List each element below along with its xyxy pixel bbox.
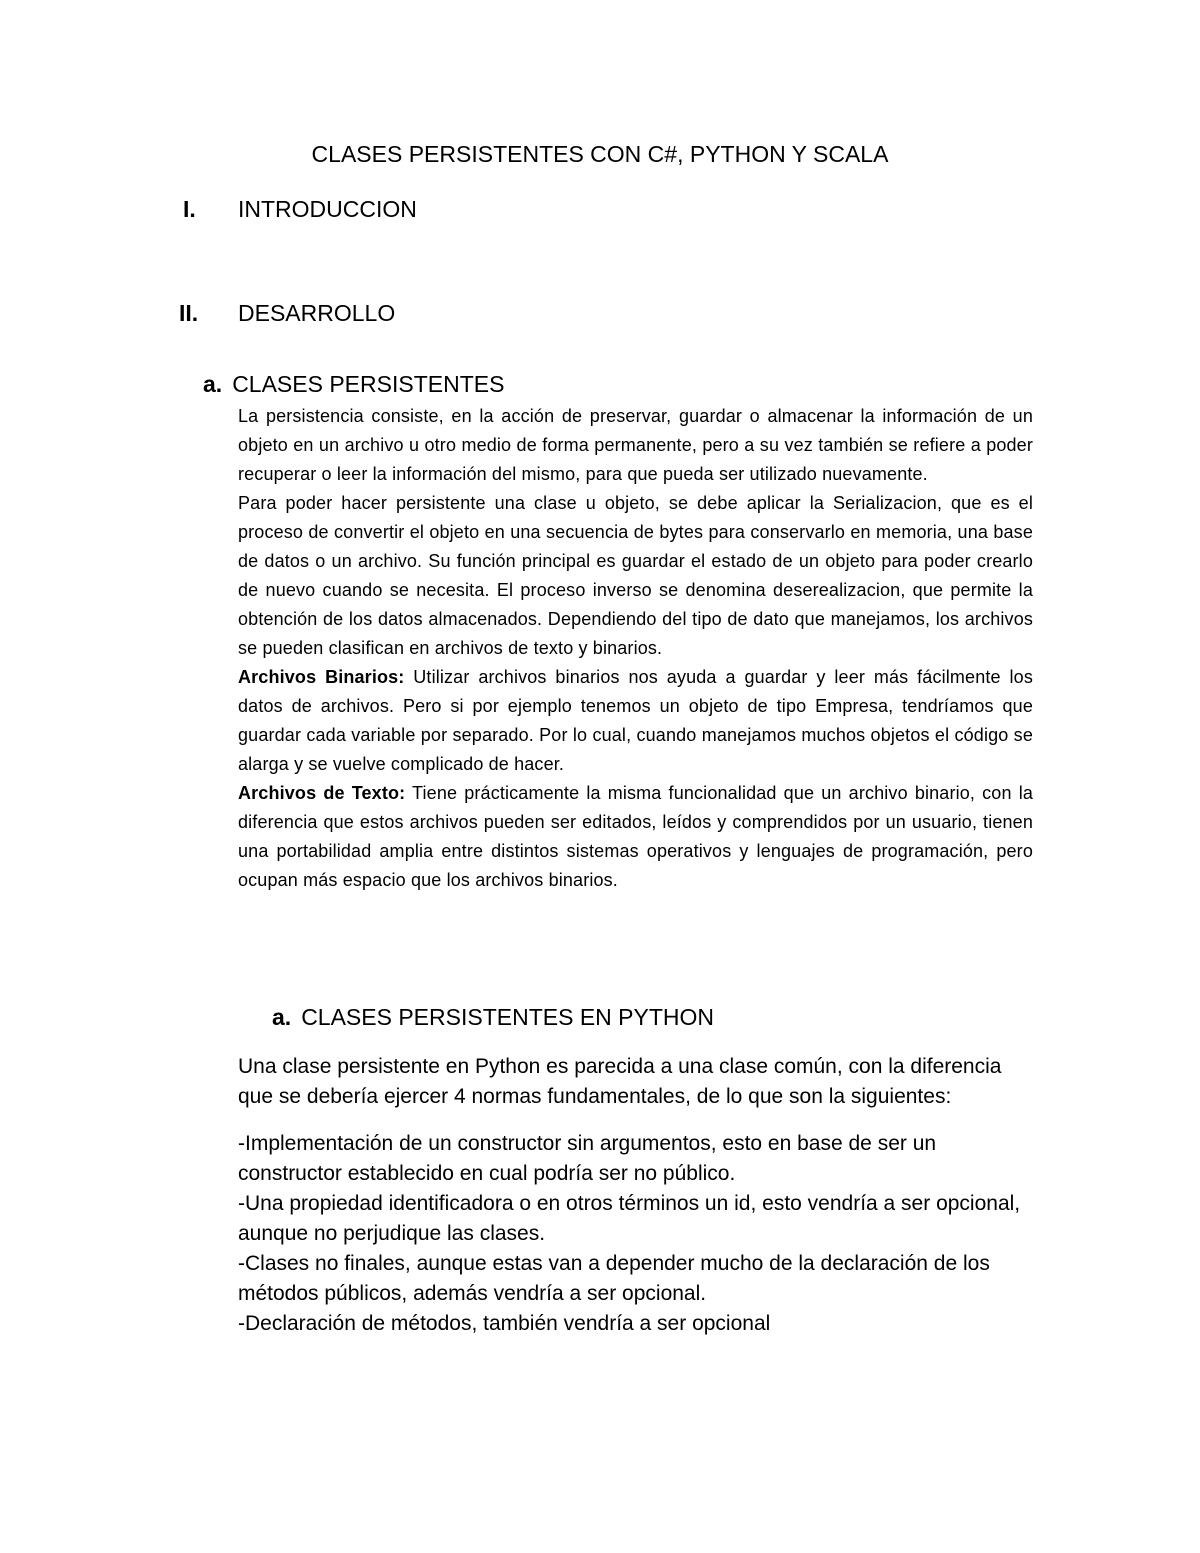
subsection-letter: a. [203, 371, 223, 397]
term-label: Archivos Binarios: [238, 667, 405, 687]
subsection-heading-python [272, 1004, 714, 1031]
paragraph: La persistencia consiste, en la acción de preservar, guardar o almacenar la información de un objeto en un archivo u otro medio de forma permanente, pero a su vez también se refiere a poder recuperar o leer la información del mismo, para que pueda ser utilizado nuevamente. [238, 406, 1033, 484]
paragraph-archivos-texto [238, 779, 1033, 895]
document-title: CLASES PERSISTENTES CON C#, PYTHON Y SCALA [311, 141, 889, 167]
subsection-heading-clases-persistentes [203, 371, 504, 398]
paragraph: Para poder hacer persistente una clase u objeto, se debe aplicar la Serializacion, que es el proceso de convertir el objeto en una secuencia de bytes para conservarlo en memoria, una base de datos o un archivo. Su función principal es guardar el estado de un objeto para poder crearlo de nuevo cuando se necesita. El proceso inverso se denomina deserealizacion, que permite la obtención de los datos almacenados. Dependiendo del tipo de dato que manejamos, los archivos se pueden clasifican en archivos de texto y binarios. [238, 493, 1033, 658]
list-item: -Una propiedad identificadora o en otros términos un id, esto vendría a ser opcional, aunque no perjudique las clases. [238, 1192, 1021, 1245]
clases-persistentes-body [238, 402, 1033, 895]
section-label: DESARROLLO [238, 300, 396, 326]
subsection-label: CLASES PERSISTENTES [232, 371, 505, 397]
term-text: Utilizar archivos binarios nos ayuda a guardar y leer más fácilmente los datos de archivos. Pero si por ejemplo tenemos un objeto de tipo Empresa, tendríamos que guardar cada variable por separado. Por lo cual, cuando manejamos muchos objetos el código se alarga y se vuelve complicado de hacer. [238, 667, 1033, 774]
subsection-label: CLASES PERSISTENTES EN PYTHON [301, 1004, 715, 1030]
paragraph-archivos-binarios [238, 663, 1033, 779]
paragraph: Una clase persistente en Python es parecida a una clase común, con la diferencia que se debería ejercer 4 normas fundamentales, de lo que son la siguientes: [238, 1055, 1002, 1108]
term-label: Archivos de Texto: [238, 783, 406, 803]
python-rules-list [238, 1129, 1028, 1339]
section-heading-introduccion [183, 196, 583, 226]
section-label: INTRODUCCION [238, 196, 417, 222]
section-heading-desarrollo [179, 300, 579, 330]
term-text: Tiene prácticamente la misma funcionalidad que un archivo binario, con la diferencia que estos archivos pueden ser editados, leídos y comprendidos por un usuario, tienen una portabilidad amplia entre distintos sistemas operativos y lenguajes de programación, pero ocupan más espacio que los archivos binarios. [238, 783, 1034, 890]
section-number: II. [179, 300, 199, 326]
section-number: I. [183, 196, 196, 222]
subsection-letter: a. [272, 1004, 292, 1030]
list-item: -Declaración de métodos, también vendría a ser opcional [238, 1312, 771, 1335]
list-item: -Implementación de un constructor sin argumentos, esto en base de ser un constructor establecido en cual podría ser no público. [238, 1132, 937, 1185]
list-item: -Clases no finales, aunque estas van a depender mucho de la declaración de los métodos públicos, además vendría a ser opcional. [238, 1252, 990, 1305]
python-intro [238, 1052, 1028, 1112]
